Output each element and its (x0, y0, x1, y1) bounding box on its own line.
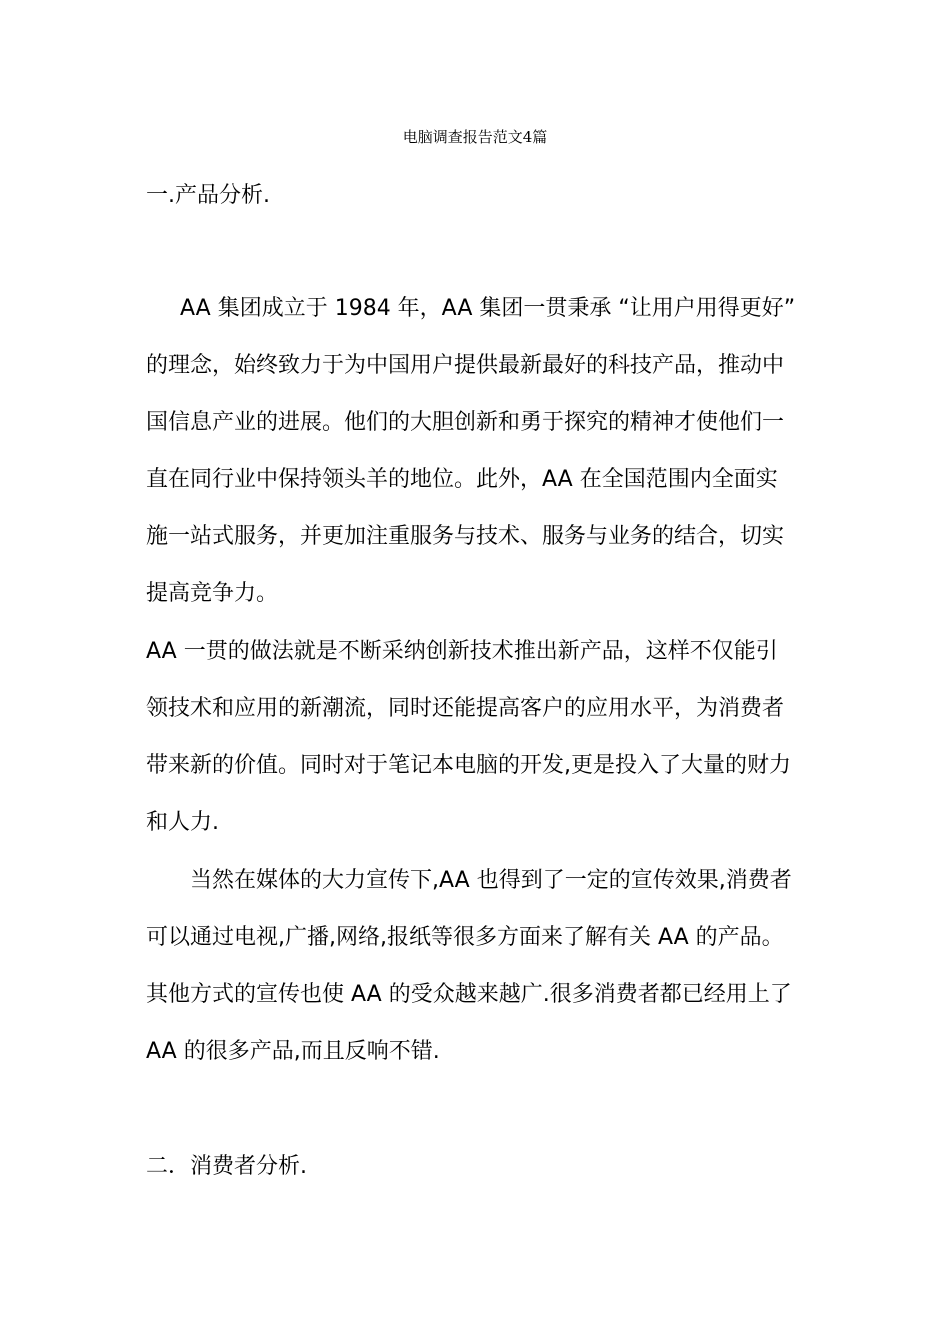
paragraph-3-line-2: 可以通过电视,广播,网络,报纸等很多方面来了解有关 AA 的产品。 (146, 925, 784, 950)
paragraph-2-line-4: 和人力. (146, 810, 219, 835)
paragraph-1-line-4: 直在同行业中保持领头羊的地位。此外，AA 在全国范围内全面实 (146, 467, 778, 492)
section-heading-consumer-analysis: 二．消费者分析. (146, 1154, 307, 1179)
paragraph-3-line-1: 当然在媒体的大力宣传下,AA 也得到了一定的宣传效果,消费者 (190, 868, 792, 893)
paragraph-2-line-3: 带来新的价值。同时对于笔记本电脑的开发,更是投入了大量的财力 (146, 753, 791, 778)
paragraph-3-line-3: 其他方式的宣传也使 AA 的受众越来越广.很多消费者都已经用上了 (146, 982, 792, 1007)
paragraph-3-line-4: AA 的很多产品,而且反响不错. (146, 1039, 440, 1064)
paragraph-1-line-6: 提高竞争力。 (146, 581, 279, 606)
paragraph-1-line-5: 施一站式服务，并更加注重服务与技术、服务与业务的结合，切实 (146, 524, 785, 549)
paragraph-1-line-2: 的理念，始终致力于为中国用户提供最新最好的科技产品，推动中 (146, 353, 785, 378)
paragraph-2-line-2: 领技术和应用的新潮流，同时还能提高客户的应用水平，为消费者 (146, 696, 785, 721)
paragraph-1-line-3: 国信息产业的进展。他们的大胆创新和勇于探究的精神才使他们一 (146, 410, 785, 435)
paragraph-2-line-1: AA 一贯的做法就是不断采纳创新技术推出新产品，这样不仅能引 (146, 639, 778, 664)
paragraph-1-line-1: AA 集团成立于 1984 年，AA 集团一贯秉承 “让用户用得更好” (180, 296, 796, 321)
section-heading-product-analysis: 一.产品分析. (146, 183, 270, 208)
document-title: 电脑调查报告范文4篇 (402, 128, 548, 146)
